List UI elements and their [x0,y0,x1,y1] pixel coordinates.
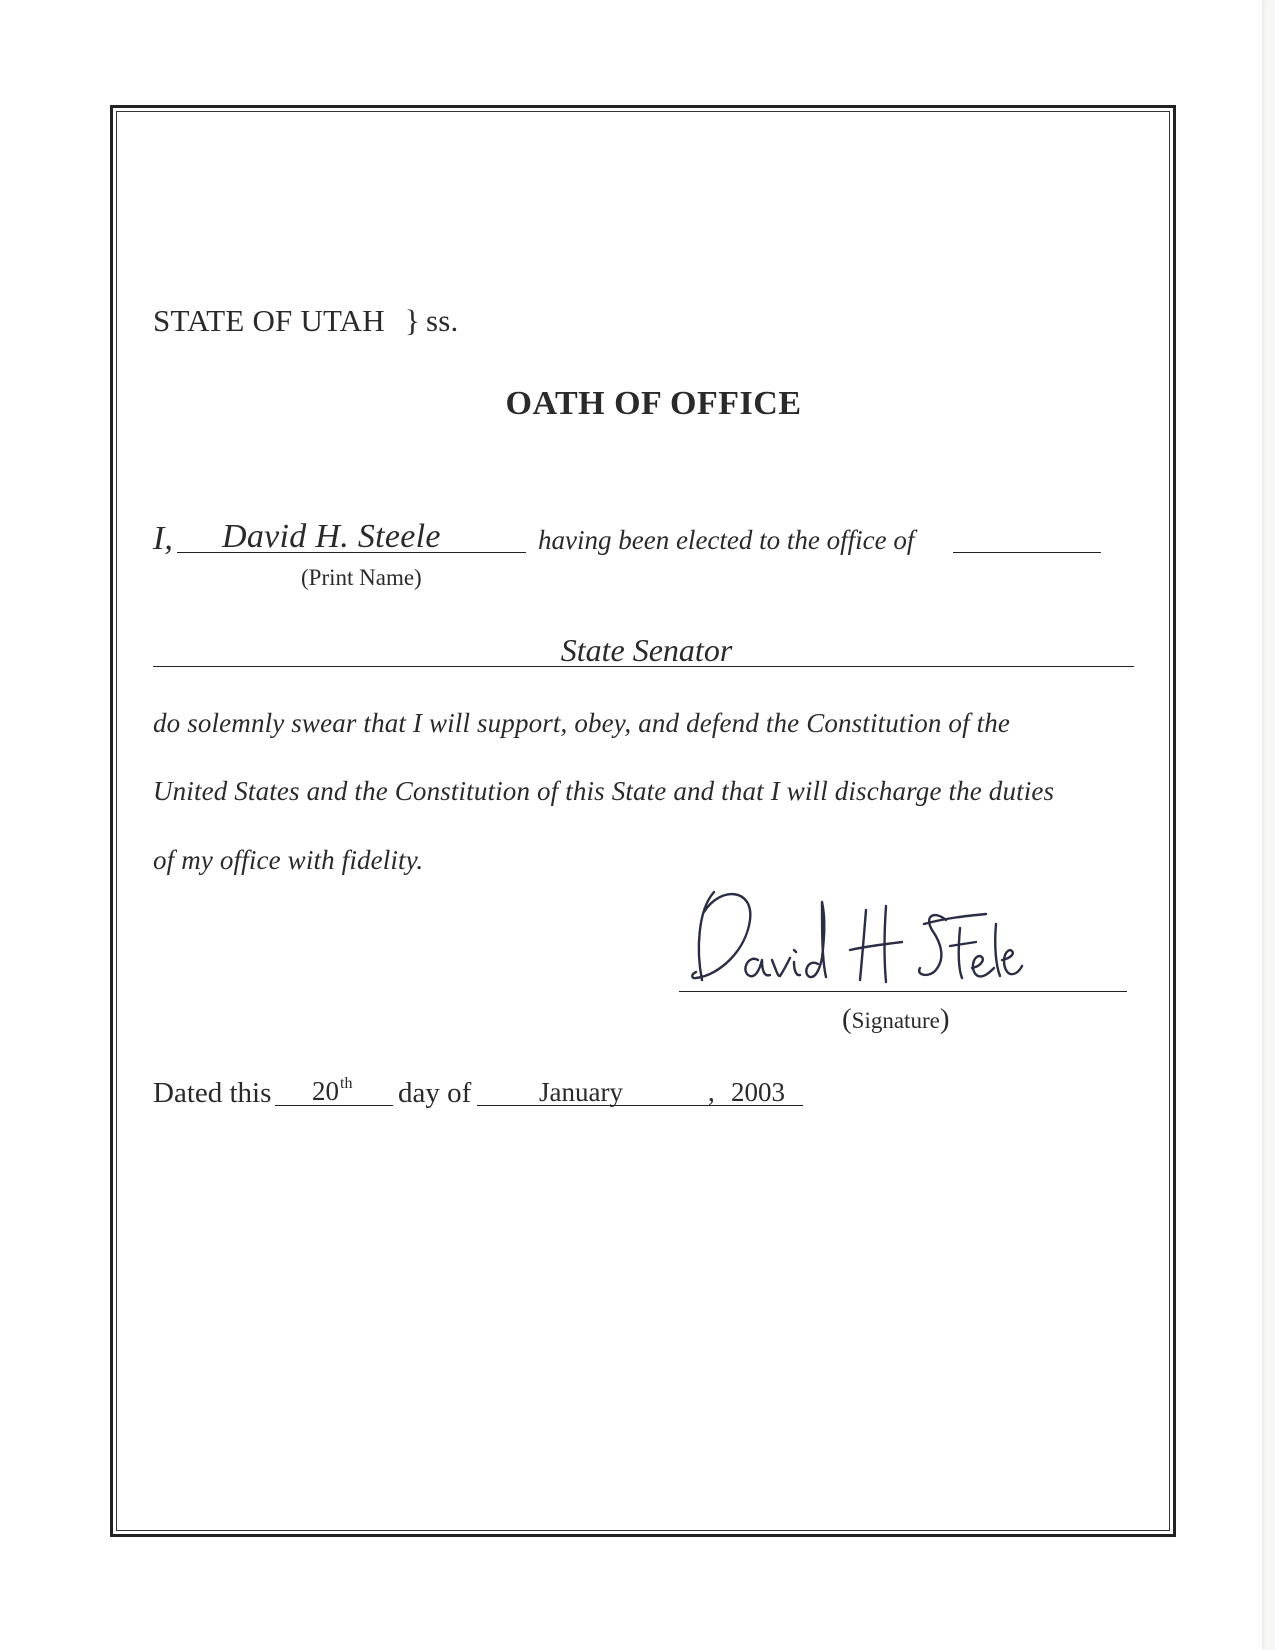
i-label: I, [153,520,173,557]
venue-suffix: ss. [425,303,459,338]
venue-state: STATE OF UTAH [153,303,385,338]
having-text: having been elected to the office of [538,525,915,555]
signature-caption-close: ) [939,1003,950,1035]
dated-comma: , [708,1077,715,1107]
day-of-label: day of [398,1077,472,1109]
printed-name: David H. Steele [222,518,441,555]
signature-line [679,991,1127,992]
oath-text-line-3: of my office with fidelity. [153,845,424,875]
dated-year: 2003 [731,1077,785,1107]
dated-day-number: 20 [312,1076,339,1106]
venue-brace: } [404,303,420,338]
page-title: OATH OF OFFICE [505,385,802,422]
office-prefix-underline [953,552,1101,553]
print-name-caption: (Print Name) [301,565,422,590]
handwritten-signature [690,880,1070,990]
office-title: State Senator [560,632,733,668]
signature-caption-text: Signature [851,1008,940,1033]
signature-caption [842,1003,950,1036]
dated-day [312,1075,352,1107]
office-underline [153,666,1134,667]
dated-label: Dated this [153,1077,272,1109]
oath-text-line-1: do solemnly swear that I will support, obey, and defend the Constitution of the [153,708,1011,738]
venue-line [153,303,458,339]
dated-month: January [539,1077,623,1107]
dated-day-suffix: th [340,1075,353,1092]
signature-caption-open: ( [842,1003,852,1035]
oath-text-line-2: United States and the Constitution of this State and that I will discharge the duties [153,776,1055,806]
